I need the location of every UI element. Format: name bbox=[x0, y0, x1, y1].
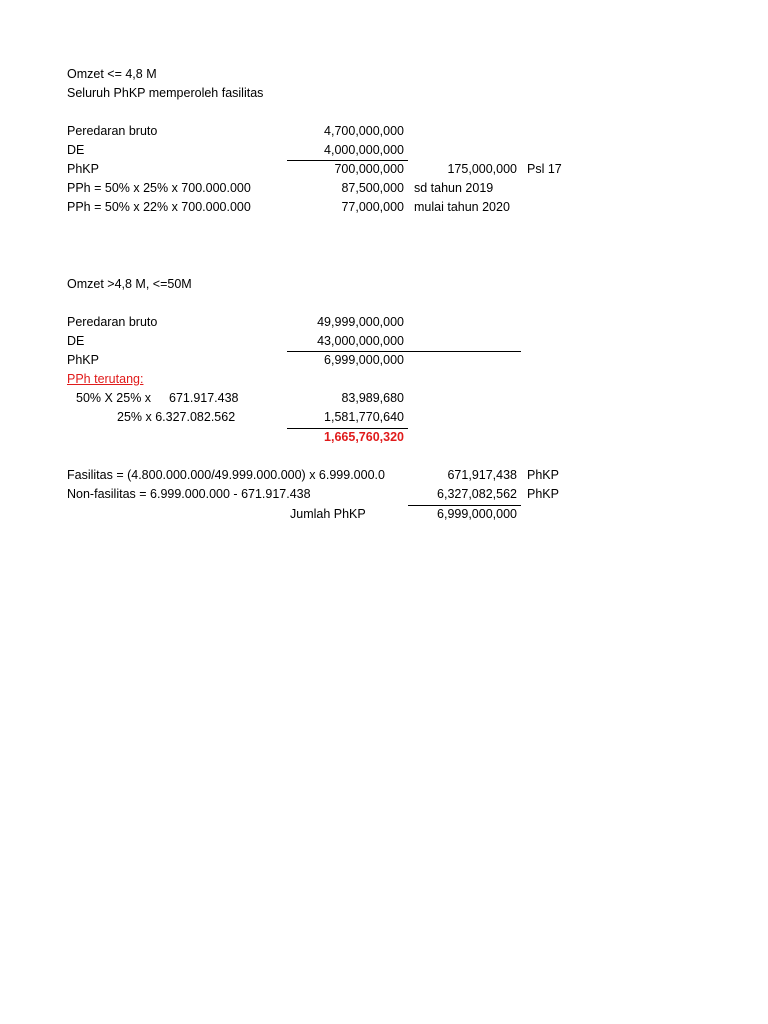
row-note: mulai tahun 2020 bbox=[414, 200, 510, 214]
calc-base: 671.917.438 bbox=[169, 391, 239, 405]
underline bbox=[287, 351, 521, 352]
underline bbox=[287, 428, 408, 429]
row-label: DE bbox=[67, 334, 85, 348]
row-value: 6,999,000,000 bbox=[324, 353, 404, 367]
row-label: Fasilitas = (4.800.000.000/49.999.000.000) x 6.999.000.0 bbox=[67, 468, 385, 482]
row-label: PPh = 50% x 22% x 700.000.000 bbox=[67, 200, 251, 214]
row-value: 49,999,000,000 bbox=[317, 315, 404, 329]
row-label: DE bbox=[67, 143, 85, 157]
sum-value: 6,999,000,000 bbox=[437, 507, 517, 521]
row-note: sd tahun 2019 bbox=[414, 181, 494, 195]
calc-label: 50% X 25% x bbox=[76, 391, 152, 405]
calc-value: 83,989,680 bbox=[341, 391, 404, 405]
sum-label: Jumlah PhKP bbox=[290, 507, 366, 521]
row-value2: 175,000,000 bbox=[447, 162, 517, 176]
underline bbox=[287, 160, 408, 161]
row-value: 700,000,000 bbox=[334, 162, 404, 176]
row-value: 77,000,000 bbox=[341, 200, 404, 214]
row-value: 4,700,000,000 bbox=[324, 124, 404, 138]
row-value: 671,917,438 bbox=[447, 468, 517, 482]
row-label: Peredaran bruto bbox=[67, 315, 158, 329]
calc-value: 1,581,770,640 bbox=[324, 410, 404, 424]
row-value: 6,327,082,562 bbox=[437, 487, 517, 501]
row-value: 4,000,000,000 bbox=[324, 143, 404, 157]
row-value: 87,500,000 bbox=[341, 181, 404, 195]
section2-title: Omzet >4,8 M, <=50M bbox=[67, 277, 192, 291]
row-label: Non-fasilitas = 6.999.000.000 - 671.917.438 bbox=[67, 487, 311, 501]
section1-title: Omzet <= 4,8 M bbox=[67, 67, 157, 81]
row-unit: PhKP bbox=[527, 487, 559, 501]
underline bbox=[408, 505, 521, 506]
row-unit: PhKP bbox=[527, 468, 559, 482]
section1-subtitle: Seluruh PhKP memperoleh fasilitas bbox=[67, 86, 264, 100]
calc-label: 25% x 6.327.082.562 bbox=[117, 410, 236, 424]
row-note: Psl 17 bbox=[527, 162, 562, 176]
pph-heading: PPh terutang: bbox=[67, 372, 144, 386]
row-label: PhKP bbox=[67, 162, 99, 176]
row-label: Peredaran bruto bbox=[67, 124, 158, 138]
pph-total: 1,665,760,320 bbox=[324, 430, 404, 444]
row-value: 43,000,000,000 bbox=[317, 334, 404, 348]
row-label: PPh = 50% x 25% x 700.000.000 bbox=[67, 181, 251, 195]
row-label: PhKP bbox=[67, 353, 99, 367]
